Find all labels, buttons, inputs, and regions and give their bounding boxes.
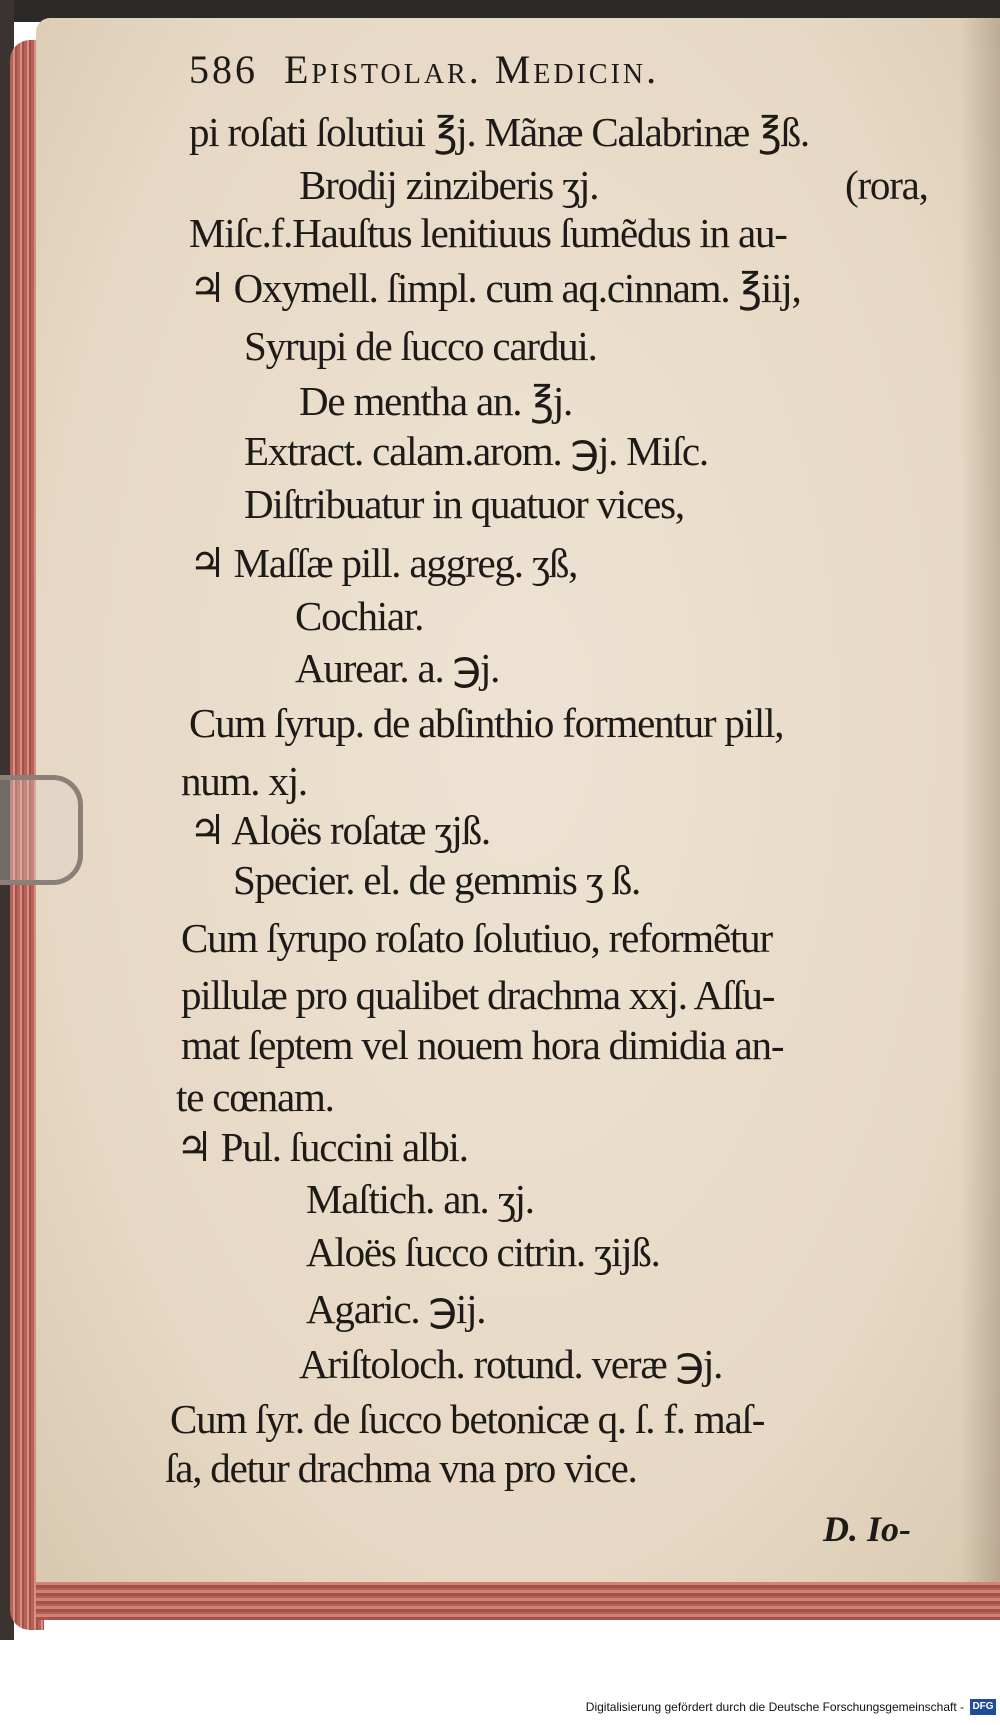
text-line: Aurear. a. ℈j. xyxy=(295,645,500,691)
text-line: ♃ Maſſæ pill. aggreg. ʒß, xyxy=(189,540,578,586)
catchword: D. Io- xyxy=(823,1509,911,1549)
text-line: Specier. el. de gemmis ʒ ß. xyxy=(233,857,641,903)
book-clip xyxy=(0,775,83,885)
text-line: Syrupi de ſucco cardui. xyxy=(244,323,597,369)
text-line: Maſtich. an. ʒj. xyxy=(306,1176,534,1222)
text-line: Cochiar. xyxy=(295,593,424,639)
running-header xyxy=(189,46,659,93)
text-line: Agaric. ℈ij. xyxy=(306,1286,486,1332)
text-line: Ariſtoloch. rotund. veræ ℈j. xyxy=(299,1341,723,1387)
gutter-shadow xyxy=(960,18,1000,1588)
text-line: te cœnam. xyxy=(176,1074,334,1120)
text-line: Miſc.f.Hauſtus lenitiuus ſumẽdus in au- xyxy=(189,210,787,256)
text-line: Cum ſyrupo roſato ſolutiuo, reformẽtur xyxy=(181,915,772,961)
dfg-logo: DFG xyxy=(970,1699,996,1715)
running-title: Epistolar. Medicin. xyxy=(284,47,660,92)
text-line: ♃ Aloës roſatæ ʒjß. xyxy=(189,807,490,853)
text-line: num. xj. xyxy=(181,758,307,804)
text-line: mat ſeptem vel nouem hora dimidia an- xyxy=(181,1022,784,1068)
text-line: (rora, xyxy=(845,162,928,208)
digitization-credit: Digitalisierung gefördert durch die Deutsche Forschungsgemeinschaft - xyxy=(585,1700,964,1714)
text-line: Cum ſyrup. de abſinthio formentur pill, xyxy=(189,700,784,746)
text-line: ♃ Oxymell. ſimpl. cum aq.cinnam. ℥iij, xyxy=(189,265,801,311)
text-line: Aloës ſucco citrin. ʒijß. xyxy=(306,1229,660,1275)
text-line: pillulæ pro qualibet drachma xxj. Aſſu- xyxy=(181,972,775,1018)
text-line: De mentha an. ℥j. xyxy=(299,378,573,424)
text-line: Extract. calam.arom. ℈j. Miſc. xyxy=(244,428,708,474)
bottom-page-edges xyxy=(36,1582,1000,1620)
text-line: pi roſati ſolutiui ℥j. Mãnæ Calabrinæ ℥ß. xyxy=(189,109,809,155)
text-line: ♃ Pul. ſuccini albi. xyxy=(176,1124,468,1170)
text-line: ſa, detur drachma vna pro vice. xyxy=(165,1445,637,1491)
text-line: Cum ſyr. de ſucco betonicæ q. ſ. f. maſ- xyxy=(170,1396,765,1442)
text-line: Brodij zinziberis ʒj. xyxy=(299,162,599,208)
text-line: Diſtribuatur in quatuor vices, xyxy=(244,481,684,527)
page-number: 586 xyxy=(189,47,258,92)
